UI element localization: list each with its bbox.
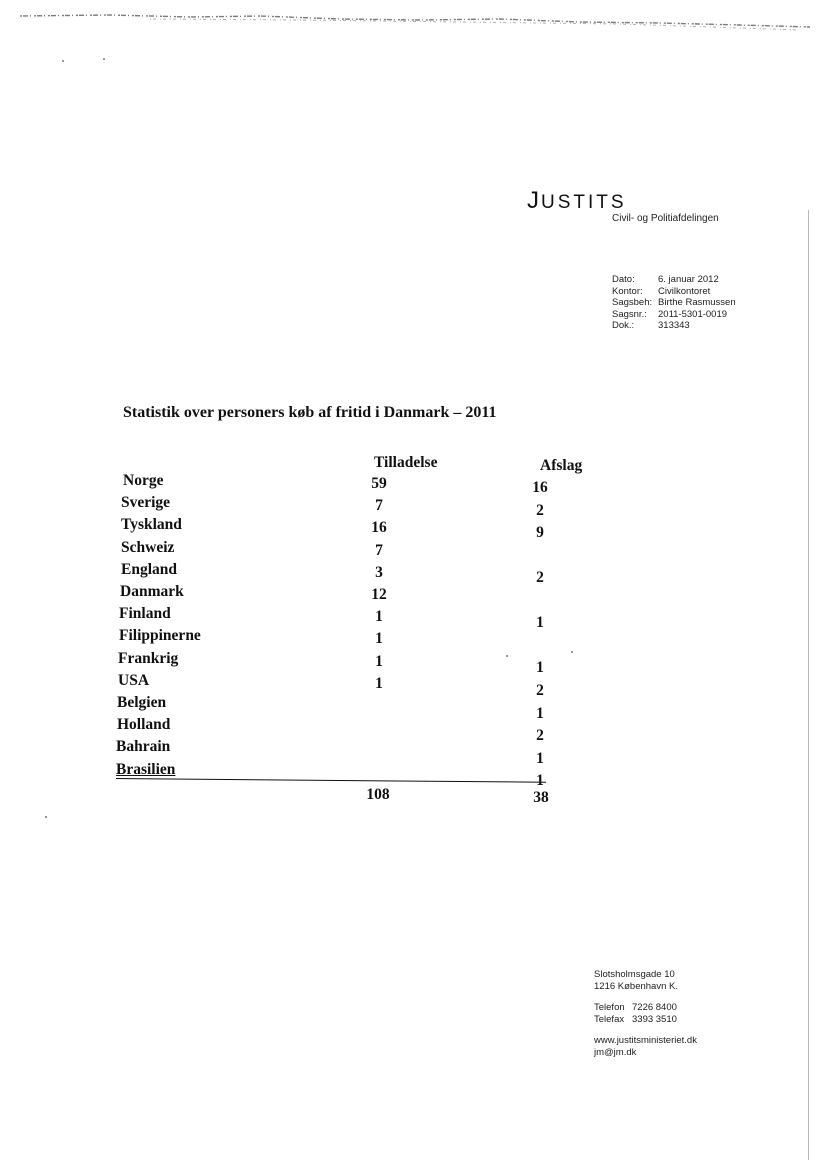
permits-value: 1 <box>375 674 383 692</box>
meta-value: 2011-5301-0019 <box>658 308 728 320</box>
permits-value: 7 <box>375 497 383 515</box>
meta-row-office <box>612 286 736 298</box>
permits-value: 59 <box>371 475 387 492</box>
scan-speck <box>506 655 508 657</box>
meta-label: Dato: <box>612 274 635 285</box>
refusals-value: 1 <box>536 704 544 722</box>
meta-row-case-number <box>612 309 736 321</box>
permits-value: 7 <box>375 541 383 559</box>
permits-value: 3 <box>375 563 383 581</box>
permits-value: 1 <box>375 630 383 648</box>
scan-speck <box>103 58 105 60</box>
scan-speck <box>571 651 573 653</box>
column-header-permits: Tilladelse <box>374 454 438 471</box>
permits-value: 1 <box>375 608 383 626</box>
phone-value: 7226 8400 <box>632 1002 677 1013</box>
country-name: Brasilien <box>116 760 176 778</box>
document-meta <box>612 274 736 332</box>
document-title: Statistik over personers køb af fritid i Danmark – 2011 <box>123 404 497 421</box>
scan-noise-top <box>0 10 828 44</box>
address-block <box>594 969 697 1058</box>
meta-value: 313343 <box>658 320 690 331</box>
address-street: Slotsholmsgade 10 <box>594 969 675 980</box>
refusals-value: 1 <box>536 749 544 767</box>
refusals-value: 2 <box>536 727 544 745</box>
total-refusals: 38 <box>533 789 549 806</box>
country-name: Schweiz <box>121 538 175 556</box>
refusals-value: 1 <box>536 772 544 790</box>
phone-line <box>594 1002 697 1014</box>
country-name: Finland <box>119 605 171 623</box>
refusals-value: 1 <box>536 614 544 632</box>
country-name: Bahrain <box>116 738 171 756</box>
scan-page-edge <box>808 210 811 1160</box>
refusals-value: 1 <box>536 659 544 677</box>
refusals-value: 16 <box>532 479 548 496</box>
country-name: Belgien <box>117 694 167 711</box>
total-rule <box>116 778 546 783</box>
ministry-logo <box>527 187 627 215</box>
permits-value: 1 <box>375 652 383 670</box>
column-header-refusals: Afslag <box>540 457 583 474</box>
permits-value: 12 <box>371 586 387 603</box>
country-name: Tyskland <box>121 516 182 534</box>
permits-value: 16 <box>371 519 387 537</box>
phone-label: Telefon <box>594 1002 625 1013</box>
refusals-value: 2 <box>536 681 544 699</box>
meta-label: Kontor: <box>612 285 643 297</box>
meta-value: 6. januar 2012 <box>658 274 719 285</box>
refusals-value: 9 <box>536 524 544 542</box>
fax-label: Telefax <box>594 1013 625 1025</box>
country-name: Norge <box>123 472 164 489</box>
website-link[interactable]: www.justitsministeriet.dk <box>594 1035 697 1046</box>
logo-rest: USTITS <box>541 192 627 213</box>
address-city: 1216 København K. <box>594 980 678 992</box>
meta-value: Birthe Rasmussen <box>658 297 736 308</box>
country-name: Frankrig <box>118 649 179 667</box>
logo-initial: J <box>527 187 541 214</box>
meta-label: Dok.: <box>612 320 635 331</box>
email-link[interactable]: jm@jm.dk <box>594 1046 637 1058</box>
fax-value: 3393 3510 <box>632 1013 677 1025</box>
meta-row-caseworker <box>612 297 736 309</box>
meta-label: Sagsbeh: <box>612 297 653 308</box>
country-name: Sverige <box>121 494 171 512</box>
country-name: England <box>121 560 178 578</box>
department-name: Civil- og Politiafdelingen <box>612 213 719 224</box>
country-name: USA <box>118 671 150 689</box>
scan-speck <box>62 60 64 62</box>
refusals-value: 2 <box>536 501 544 519</box>
meta-label: Sagsnr.: <box>612 308 647 320</box>
scan-speck <box>45 816 47 818</box>
meta-row-document <box>612 320 736 332</box>
meta-row-date <box>612 274 736 286</box>
country-name: Filippinerne <box>119 627 201 645</box>
refusals-value: 2 <box>536 569 544 587</box>
fax-line <box>594 1014 697 1026</box>
country-name: Danmark <box>120 583 184 600</box>
meta-value: Civilkontoret <box>658 285 711 297</box>
total-permits: 108 <box>366 786 390 803</box>
country-name: Holland <box>117 716 171 734</box>
